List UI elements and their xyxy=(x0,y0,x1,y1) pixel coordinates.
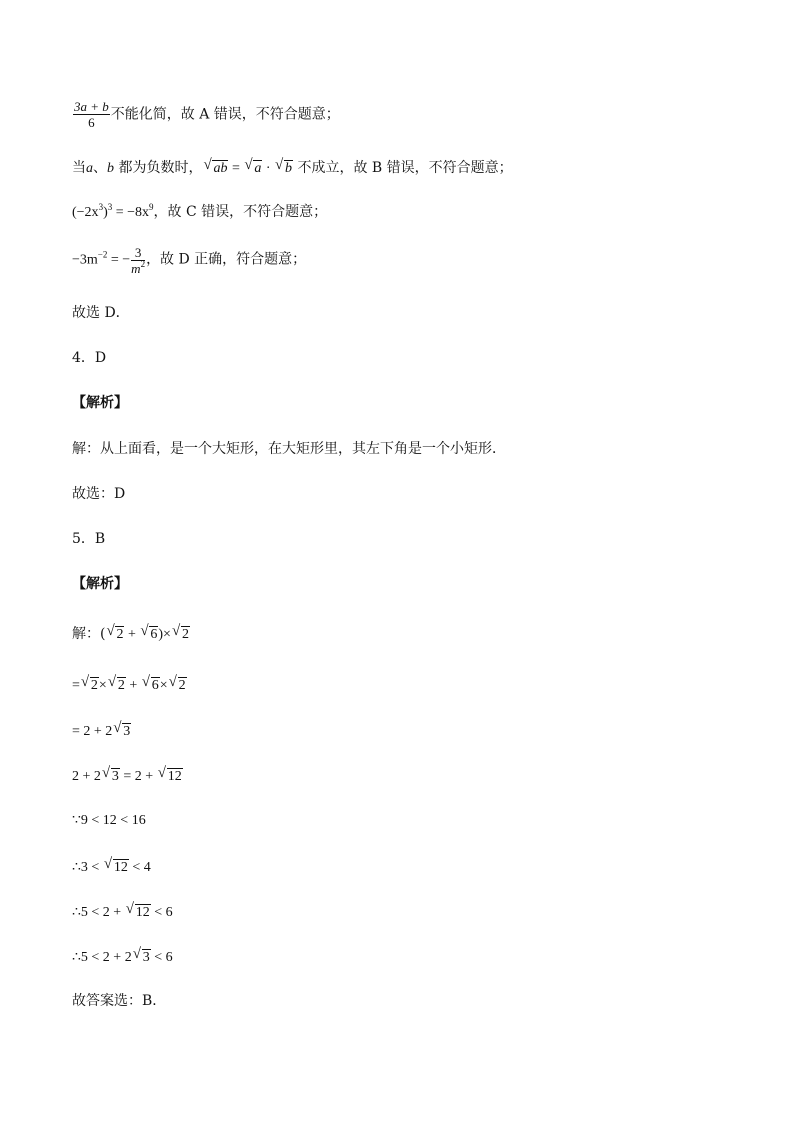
line-option-d xyxy=(72,246,306,275)
solution-q4: 解：从上面看，是一个大矩形，在大矩形里，其左下角是一个小矩形． xyxy=(72,441,506,457)
option-c-text: ，故 C 错误，不符合题意； xyxy=(153,204,328,220)
sqrt-ab: √ ab xyxy=(203,160,228,176)
sqrt-3: √ 3 xyxy=(113,723,131,739)
fraction-3-over-m2 xyxy=(131,246,145,275)
exp-lhs: −2 xyxy=(97,249,108,260)
sqrt-3: √ 3 xyxy=(133,949,151,965)
solution-q5-step6: ∴3 < √ 12 < 4 xyxy=(72,859,151,875)
fraction-numerator: 3 xyxy=(131,246,145,261)
solution-q5-step5: ∵9 < 12 < 16 xyxy=(72,813,146,828)
solution-q5-step4: 2 + 2√ 3 = 2 + √ 12 xyxy=(72,768,183,784)
var-b: b xyxy=(107,161,114,176)
solution-q5-step7: ∴5 < 2 + √ 12 < 6 xyxy=(72,904,173,920)
sqrt-12: √ 12 xyxy=(158,768,183,784)
fraction-numerator: 3a + b xyxy=(74,99,109,114)
option-d-text: ，故 D 正确，符合题意； xyxy=(146,251,307,268)
text-mid: 都为负数时， xyxy=(114,160,203,176)
solution-q5-step8: ∴5 < 2 + 2√ 3 < 6 xyxy=(72,949,173,965)
sqrt-3: √ 3 xyxy=(102,768,120,784)
exp-rhs: 9 xyxy=(149,202,154,212)
sqrt-12: √ 12 xyxy=(126,904,151,920)
text-prefix: 当 xyxy=(72,160,86,176)
answer-q5: 故答案选：B． xyxy=(72,993,167,1009)
fraction-denominator: $m^2$ xyxy=(131,259,146,276)
expr-lhs: −3m xyxy=(72,252,98,268)
exp-inner: 3 xyxy=(98,202,104,212)
separator: 、 xyxy=(93,160,107,176)
solution-q5-step3: = 2 + 2√ 3 xyxy=(72,723,131,739)
expr-rhs: = −8x xyxy=(112,205,150,220)
sqrt-12: √ 12 xyxy=(104,859,129,875)
sqrt-2: √ 2 xyxy=(106,626,124,642)
sqrt-2: √ 2 xyxy=(81,677,99,693)
exp-outer: 3 xyxy=(107,202,113,212)
option-b-text: 不成立，故 B 错误，不符合题意； xyxy=(293,160,513,176)
solution-q5-step2: =√ 2×√ 2 + √ 6×√ 2 xyxy=(72,677,187,693)
line-option-b xyxy=(72,160,513,176)
option-a-text: 不能化简，故 A 错误，不符合题意； xyxy=(110,106,340,123)
paren-close: ) xyxy=(103,205,108,220)
equals: = xyxy=(228,161,244,176)
sqrt-2: √ 2 xyxy=(172,626,190,642)
var-a: a xyxy=(86,161,93,176)
sqrt-a: √ a xyxy=(244,160,262,176)
fraction-3a-plus-b-over-6 xyxy=(73,100,110,129)
question-5-answer: 5．B xyxy=(72,531,106,547)
sqrt-b: √ b xyxy=(275,160,293,176)
fraction-denominator: 6 xyxy=(88,115,95,130)
sqrt-2: √ 2 xyxy=(169,677,187,693)
solution-q5-step1: 解：(√ 2 + √ 6)×√ 2 xyxy=(72,626,190,642)
sqrt-6: √ 6 xyxy=(142,677,160,693)
expr-lhs: (−2x xyxy=(72,205,99,220)
sqrt-2: √ 2 xyxy=(108,677,126,693)
equals-minus: = − xyxy=(107,252,131,268)
analysis-heading-q4: 【解析】 xyxy=(72,395,128,411)
answer-q3: 故选 D． xyxy=(72,305,130,321)
line-option-c xyxy=(72,202,328,220)
line-option-a xyxy=(72,100,340,129)
analysis-heading-q5: 【解析】 xyxy=(72,576,128,592)
sqrt-6: √ 6 xyxy=(140,626,158,642)
question-4-answer: 4．D xyxy=(72,350,107,366)
dot: · xyxy=(262,161,275,176)
answer-q4: 故选：D xyxy=(72,486,126,502)
